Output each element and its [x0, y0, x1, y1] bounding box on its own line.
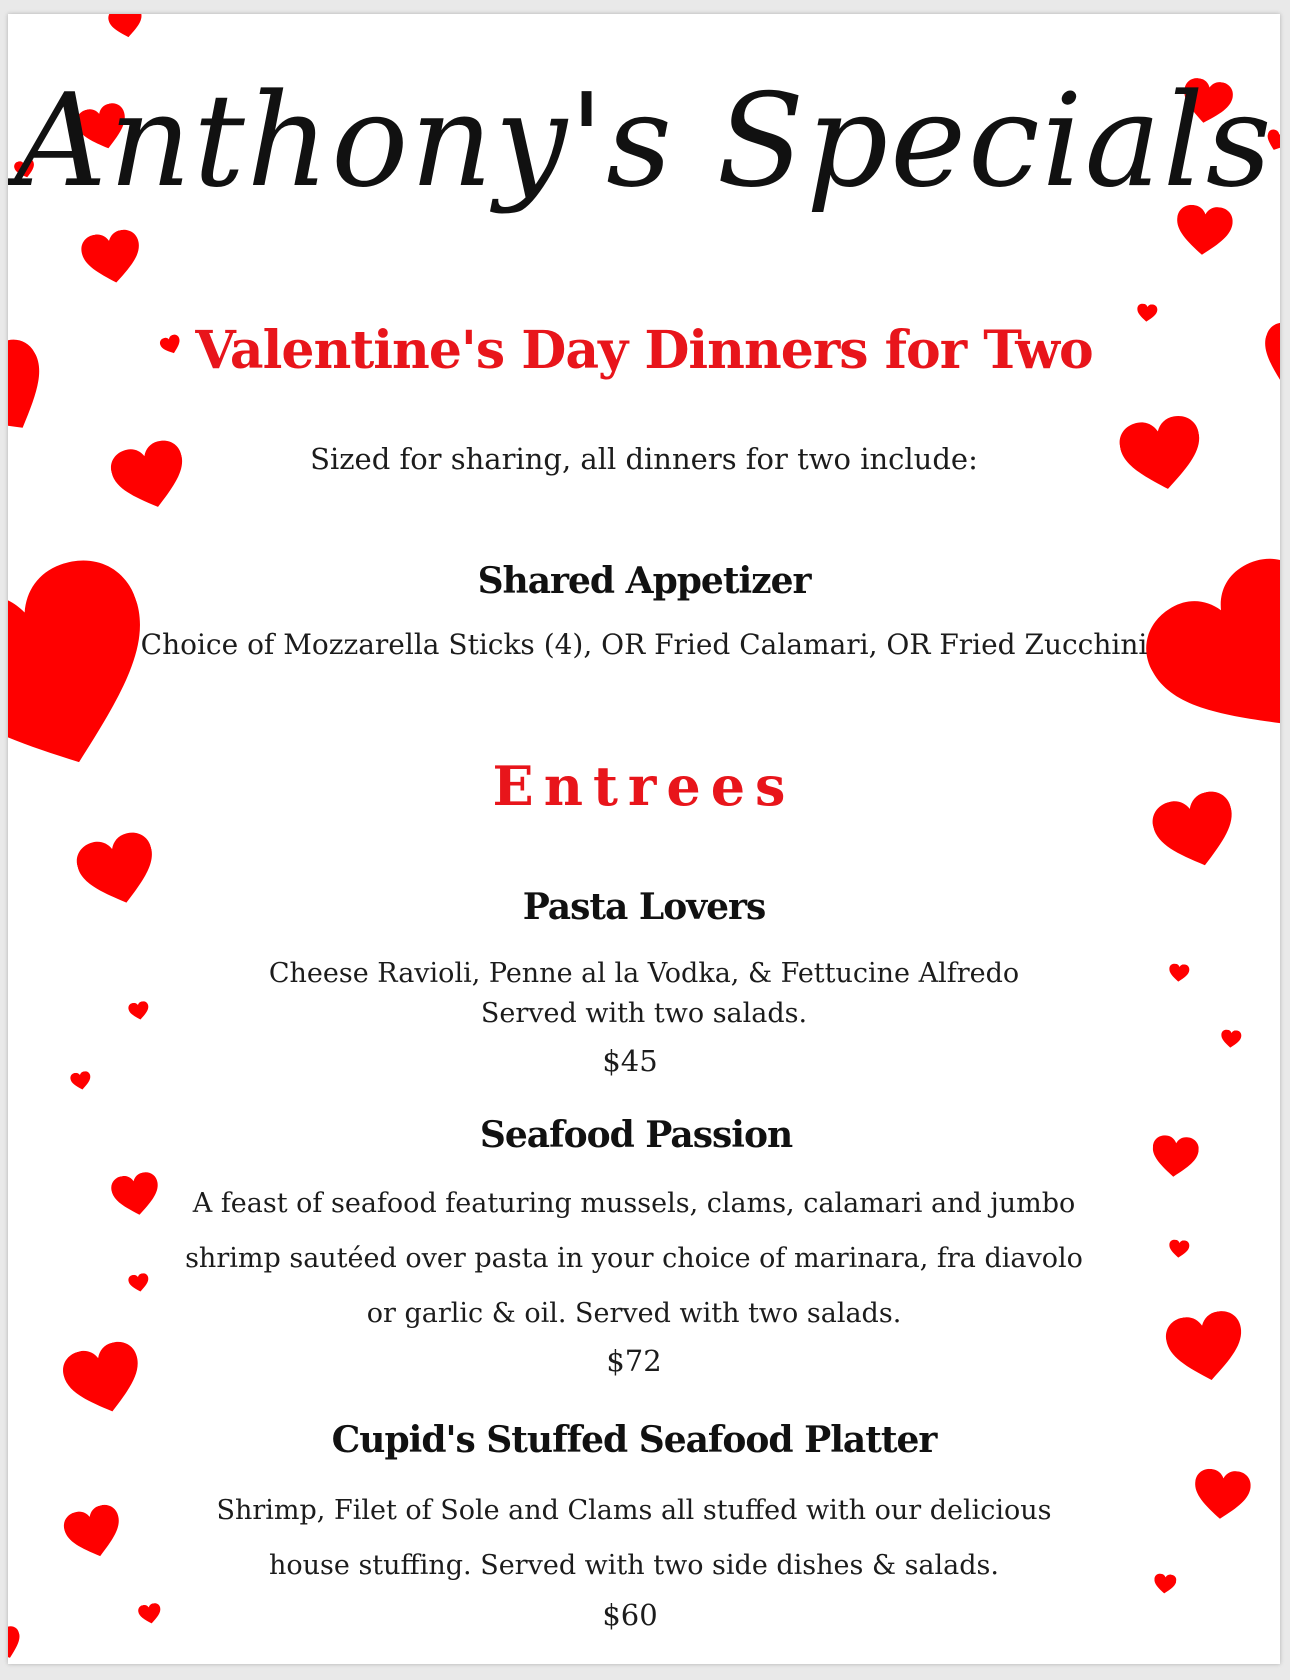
intro-text: Sized for sharing, all dinners for two include: — [310, 442, 978, 476]
entree-description-line: Shrimp, Filet of Sole and Clams all stuffed with our delicious — [216, 1495, 1052, 1526]
entree-description-line: or garlic & oil. Served with two salads. — [366, 1298, 902, 1329]
entrees-heading: Entrees — [492, 754, 796, 818]
entree-price: $72 — [606, 1344, 662, 1378]
entree-description-line: A feast of seafood featuring mussels, clams, calamari and jumbo — [192, 1188, 1076, 1219]
entree-price: $60 — [602, 1598, 658, 1632]
entree-description-line: shrimp sautéed over pasta in your choice of marinara, fra diavolo — [185, 1243, 1083, 1274]
menu-subtitle: Valentine's Day Dinners for Two — [195, 320, 1093, 381]
entree-name: Seafood Passion — [479, 1114, 793, 1156]
menu-page — [8, 14, 1280, 1664]
entree-price: $45 — [602, 1044, 658, 1078]
entree-description-line: Cheese Ravioli, Penne al la Vodka, & Fettucine Alfredo — [268, 958, 1020, 989]
appetizer-heading: Shared Appetizer — [477, 560, 811, 602]
entree-description-line: house stuffing. Served with two side dishes & salads. — [269, 1550, 999, 1581]
heart-icon — [106, 14, 147, 41]
appetizer-description: Choice of Mozzarella Sticks (4), OR Fried Calamari, OR Fried Zucchini — [140, 628, 1148, 661]
heart-icon — [127, 1272, 152, 1294]
entree-description-line: Served with two salads. — [480, 998, 808, 1029]
entree-name: Pasta Lovers — [522, 886, 766, 928]
entree-name: Cupid's Stuffed Seafood Platter — [331, 1419, 937, 1461]
page-title: Anthony's Specials — [14, 67, 1274, 216]
